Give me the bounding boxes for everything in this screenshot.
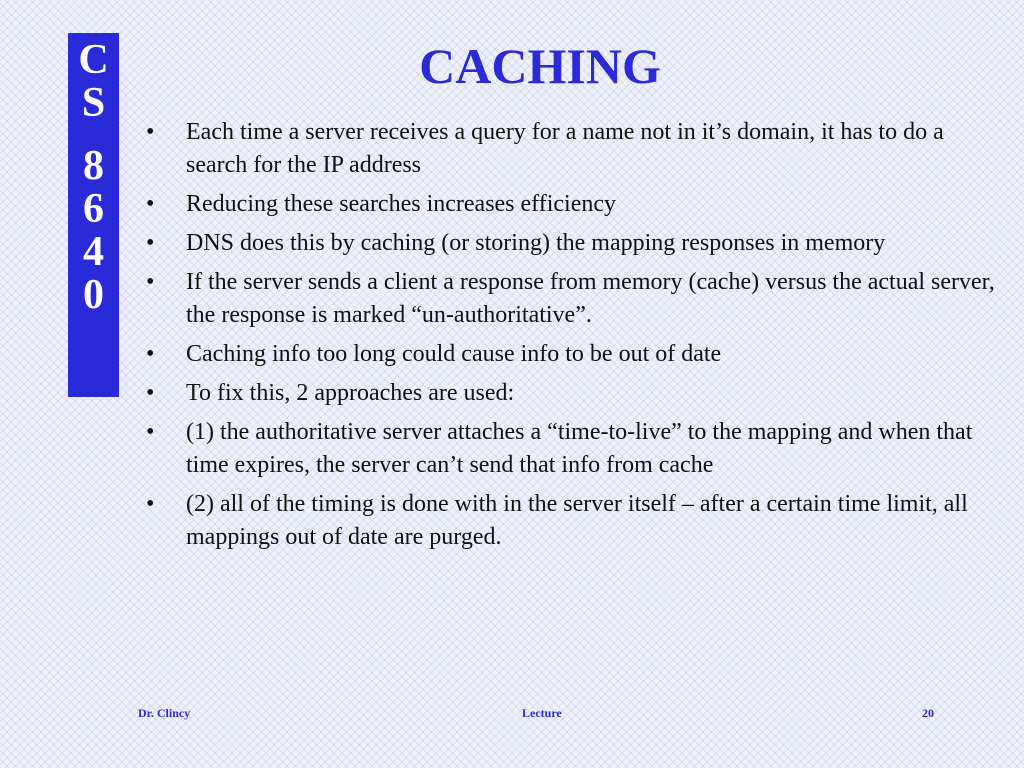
- bullet-marker: •: [146, 419, 155, 445]
- bullet-item: [146, 377, 996, 410]
- slide-title: CACHING: [419, 38, 661, 94]
- footer-center-text: Lecture: [522, 706, 562, 720]
- bullet-text: Each time a server receives a query for a name not in it’s domain, it has to do a search for the IP address: [186, 119, 944, 178]
- course-code-gap: [68, 125, 119, 145]
- bullet-item: [146, 116, 996, 182]
- bullet-text: DNS does this by caching (or storing) the mapping responses in memory: [186, 230, 886, 256]
- bullet-item: [146, 188, 996, 221]
- course-code-char: S: [81, 80, 106, 126]
- course-code-char: 0: [83, 272, 104, 318]
- bullet-marker: •: [146, 269, 155, 295]
- bullet-text: To fix this, 2 approaches are used:: [186, 380, 515, 406]
- bullet-marker: •: [146, 380, 155, 406]
- bullet-text: Reducing these searches increases efficiency: [186, 191, 617, 217]
- bullet-item: [146, 488, 996, 554]
- bullet-item: [146, 266, 996, 332]
- bullet-list: [146, 116, 996, 560]
- course-code-char: 6: [83, 186, 104, 232]
- course-code-char: C: [78, 37, 109, 83]
- course-code-badge: [68, 33, 119, 397]
- bullet-marker: •: [146, 230, 155, 256]
- footer-author: Dr. Clincy: [138, 706, 191, 720]
- bullet-text: (2) all of the timing is done with in the server itself – after a certain time limit, all mappings out of date are purged.: [186, 491, 968, 550]
- bullet-marker: •: [146, 191, 155, 217]
- bullet-item: [146, 416, 996, 482]
- bullet-marker: •: [146, 491, 155, 517]
- bullet-marker: •: [146, 119, 155, 145]
- course-code-char: 8: [83, 143, 104, 189]
- bullet-item: [146, 227, 996, 260]
- course-code-char: 4: [83, 229, 104, 275]
- bullet-text: Caching info too long could cause info to be out of date: [186, 341, 722, 367]
- bullet-text: (1) the authoritative server attaches a “time-to-live” to the mapping and when that time expires, the server can’t send that info from cache: [186, 419, 973, 478]
- footer-page-number: 20: [922, 706, 934, 720]
- bullet-text: If the server sends a client a response from memory (cache) versus the actual server, the response is marked “un-authoritative”.: [186, 269, 995, 328]
- bullet-item: [146, 338, 996, 371]
- bullet-marker: •: [146, 341, 155, 367]
